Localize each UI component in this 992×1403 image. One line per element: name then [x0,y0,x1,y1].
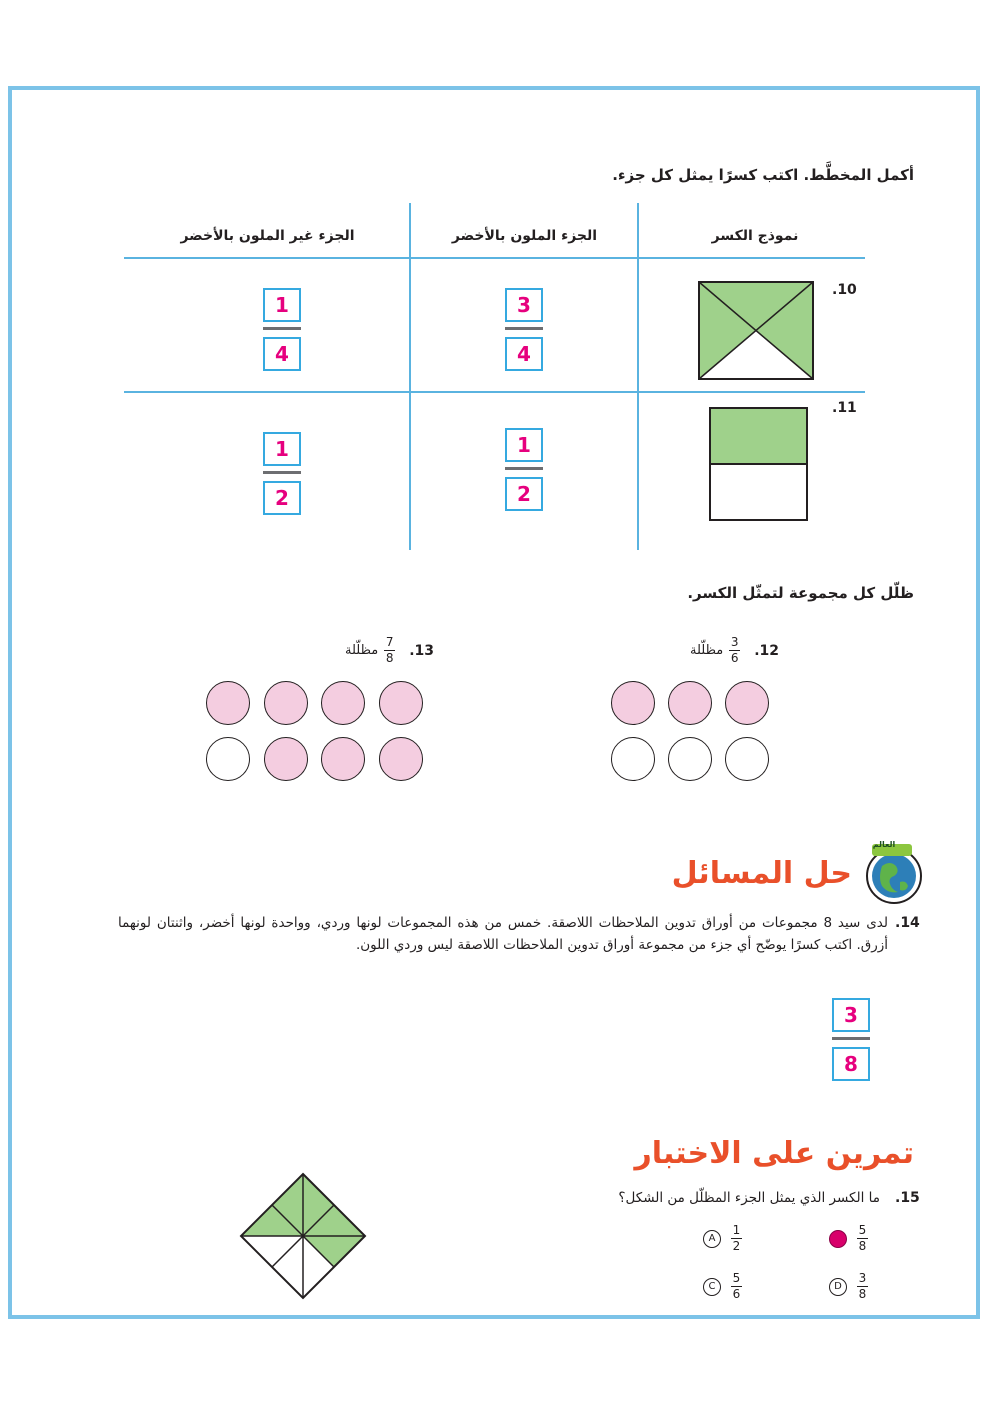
row-10-number: .10 [832,282,857,298]
table-line-middle [124,391,865,393]
table-line-top [124,257,865,259]
fraction-bar [505,467,543,470]
option-d-bubble[interactable]: D [829,1278,847,1296]
group-13-circle[interactable] [264,737,308,781]
table-line-right [637,203,639,550]
option-a[interactable] [703,1224,742,1253]
shaded-top-half [710,408,807,464]
group-13-fraction: 7 8 [385,635,394,665]
instruction-complete-chart: أكمل المخطَّط. اكتب كسرًا يمثل كل جزء. [612,166,914,184]
answer-r10-unshaded-denominator[interactable]: 4 [263,337,301,371]
group-13-circle[interactable] [264,681,308,725]
header-shaded: الجزء الملون بالأخضر [451,228,598,244]
answer-r11-shaded-numerator[interactable]: 1 [505,428,543,462]
option-d[interactable] [829,1272,868,1301]
group-13-circle[interactable] [206,737,250,781]
group-13-circle[interactable] [379,737,423,781]
group-13-word: مظلّلة [345,643,379,658]
fraction-model-rect-halves [709,407,808,521]
answer-r10-shaded-denominator[interactable]: 4 [505,337,543,371]
header-model: نموذج الكسر [711,228,799,244]
group-12-circle[interactable] [611,681,655,725]
group-12-circle[interactable] [611,737,655,781]
answer-14-numerator[interactable]: 3 [832,998,870,1032]
globe-badge-text: العالم [872,840,896,849]
unshaded-bottom-half [710,464,807,520]
header-unshaded: الجزء غير الملون بالأخضر [180,228,355,244]
option-c-bubble[interactable]: C [703,1278,721,1296]
group-13-circle[interactable] [321,737,365,781]
option-d-fraction: 3 8 [858,1271,867,1301]
group-12-fraction: 3 6 [730,635,739,665]
group-13-circle[interactable] [379,681,423,725]
table-line-left [409,203,411,550]
diamond-figure-eighths [238,1172,368,1300]
option-c[interactable] [703,1272,742,1301]
fraction-model-square-quarters [698,281,814,380]
option-c-fraction: 5 6 [732,1271,741,1301]
option-a-fraction: 1 2 [732,1223,741,1253]
group-13-number: .13 [409,642,435,659]
group-12-number: .12 [754,642,780,659]
problem-solving-title: حل المسائل [671,856,852,891]
problem-15-number: .15 [895,1190,920,1206]
row-11-number: .11 [832,400,857,416]
problem-14-number: .14 [895,915,920,931]
problem-14-text: لدى سيد 8 مجموعات من أوراق تدوين الملاحظات اللاصقة. خمس من هذه المجموعات لونها وردي، وواحدة لونها أخضر، واثنتان لونهما أزرق. اكتب كسرًا يوضّح أي جزء من مجموعة أوراق تدوين الملاحظات اللاصقة ليس وردي اللون. [118,915,888,953]
fraction-bar [263,327,301,330]
option-b-bubble-selected[interactable] [829,1230,847,1248]
option-b-fraction: 5 8 [858,1223,867,1253]
fraction-bar [832,1037,870,1040]
group-13-circle[interactable] [321,681,365,725]
group-12-circle[interactable] [725,681,769,725]
instruction-shade-groups: ظلّل كل مجموعة لتمثّل الكسر. [687,584,914,602]
answer-14-denominator[interactable]: 8 [832,1047,870,1081]
group-12-label [690,636,779,665]
fraction-bar [505,327,543,330]
answer-r11-unshaded-denominator[interactable]: 2 [263,481,301,515]
problem-15-question: ما الكسر الذي يمثل الجزء المظلّل من الشكل؟ [618,1190,880,1206]
option-b[interactable] [829,1224,868,1253]
group-12-word: مظلّلة [690,643,724,658]
group-12-circle[interactable] [668,681,712,725]
fraction-bar [263,471,301,474]
test-practice-title: تمرين على الاختبار [634,1136,914,1171]
group-12-circle[interactable] [668,737,712,781]
page-frame [8,86,980,1319]
option-a-bubble[interactable]: A [703,1230,721,1248]
group-13-label [345,636,434,665]
group-13-circle[interactable] [206,681,250,725]
answer-r11-shaded-denominator[interactable]: 2 [505,477,543,511]
answer-r10-unshaded-numerator[interactable]: 1 [263,288,301,322]
answer-r11-unshaded-numerator[interactable]: 1 [263,432,301,466]
answer-r10-shaded-numerator[interactable]: 3 [505,288,543,322]
group-12-circle[interactable] [725,737,769,781]
